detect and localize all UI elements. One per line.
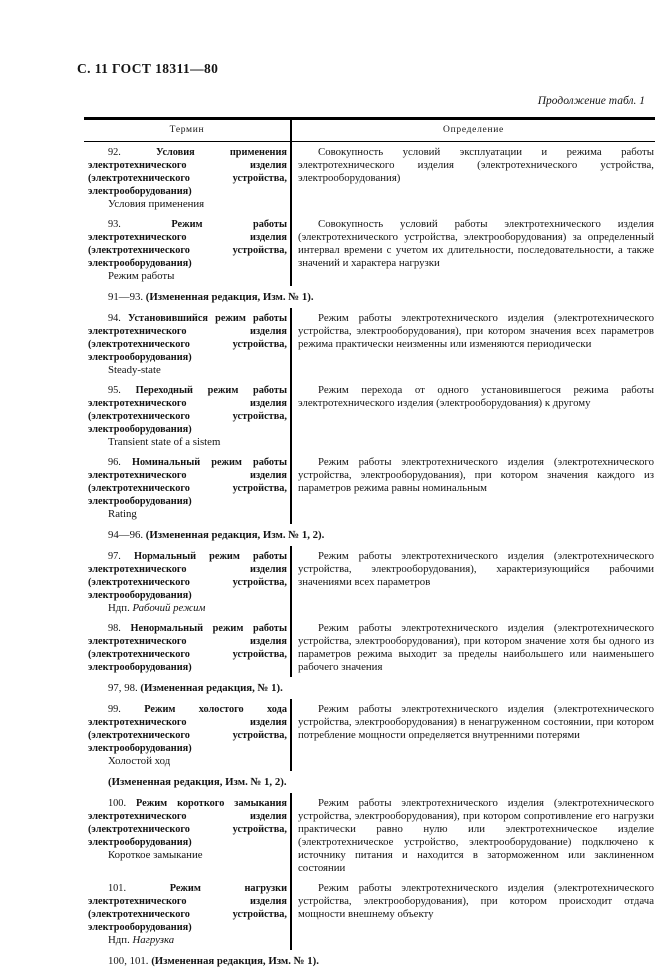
term-synonym <box>88 849 287 862</box>
term-synonym <box>88 934 287 947</box>
definition-text: Режим работы электротехнического изделия (электротехнического устройства, электрооборудования), при котором сопротивление его нагрузки практически равно нулю или электротехническое изделие (электротехническое устройство, электрооборудование) подключено к источнику питания и находится в заторможенном или заклиненном состоянии <box>298 797 654 874</box>
table-continuation-note: Продолжение табл. 1 <box>537 95 645 107</box>
term-name: Переходный режим работы электротехнического изделия (электротехнического устройства, электрооборудования) <box>88 385 288 435</box>
term-cell <box>84 878 291 950</box>
amendment-note: (Измененная редакция, Изм. № 1). <box>151 955 319 967</box>
term-row <box>84 142 655 215</box>
term-cell <box>84 793 291 878</box>
term-synonym <box>88 508 287 521</box>
term-name: Режим холостого хода электротехнического изделия (электротехнического устройства, электрооборудования) <box>88 704 287 754</box>
term-name: Установившийся режим работы электротехнического изделия (электротехнического устройства, электрооборудования) <box>88 313 287 363</box>
term-number: 101. <box>108 883 127 894</box>
amendment-numbers: 91—93. <box>108 291 146 303</box>
term-row <box>84 214 655 286</box>
definition-text: Совокупность условий работы электротехнического изделия (электротехнического устройства, электрооборудования) за определенный интервал времени с учетом их длительности, последовательности, а также значений и характера нагрузки <box>298 218 654 269</box>
term-name: Режим короткого замыкания электротехнического изделия (электротехнического устройства, электрооборудования) <box>88 798 288 848</box>
table-header-row <box>84 119 655 142</box>
amendment-row <box>84 524 655 546</box>
term-number: 99. <box>108 704 121 715</box>
amendment-cell <box>84 771 655 793</box>
amendment-row <box>84 286 655 308</box>
amendment-cell <box>84 286 655 308</box>
amendment-cell <box>84 677 655 699</box>
term-number: 92. <box>108 147 121 158</box>
synonym-text: Steady-state <box>108 364 161 376</box>
amendment-row <box>84 950 655 972</box>
definition-cell <box>291 618 655 677</box>
synonym-text: Режим работы <box>108 270 175 282</box>
definition-cell <box>291 793 655 878</box>
term-row <box>84 452 655 524</box>
amendment-cell <box>84 950 655 972</box>
term-cell <box>84 546 291 618</box>
term-row <box>84 878 655 950</box>
synonym-prefix: Ндп. <box>108 602 133 614</box>
term-synonym <box>88 436 287 449</box>
term-number: 93. <box>108 219 121 230</box>
term-row <box>84 699 655 771</box>
definition-text: Режим работы электротехнического изделия (электротехнического устройства, электрооборудования), при котором происходит отдача мощности внешнему объекту <box>298 882 654 920</box>
term-cell <box>84 452 291 524</box>
synonym-text: Нагрузка <box>132 934 175 946</box>
amendment-note: (Измененная редакция, Изм. № 1, 2). <box>108 776 287 788</box>
term-name: Нормальный режим работы электротехнического изделия (электротехнического устройства, электрооборудования) <box>88 551 287 601</box>
definition-cell <box>291 452 655 524</box>
definition-cell <box>291 380 655 452</box>
amendment-note: (Измененная редакция, Изм. № 1). <box>145 291 314 303</box>
amendment-numbers: 100, 101. <box>108 955 152 967</box>
synonym-text: Rating <box>108 508 137 520</box>
column-header-term: Термин <box>84 119 291 142</box>
term-row <box>84 793 655 878</box>
term-name: Номинальный режим работы электротехнического изделия (электротехнического устройства, электрооборудования) <box>88 457 287 507</box>
term-synonym <box>88 270 287 283</box>
term-name: Режим работы электротехнического изделия (электротехнического устройства, электрооборудования) <box>88 219 287 269</box>
term-number: 98. <box>108 623 121 634</box>
term-number: 100. <box>108 798 127 809</box>
definition-text: Режим перехода от одного установившегося режима работы электротехнического изделия (электрооборудования) к другому <box>298 384 654 409</box>
term-row <box>84 380 655 452</box>
term-name: Режим нагрузки электротехнического изделия (электротехнического устройства, электрооборудования) <box>88 883 287 933</box>
term-number: 96. <box>108 457 121 468</box>
definition-text: Режим работы электротехнического изделия (электротехнического устройства, электрооборудования) в ненагруженном состоянии, при котором потребление мощности определяется внутренними потерями <box>298 703 654 741</box>
definition-text: Режим работы электротехнического изделия (электротехнического устройства, электрооборудования), при котором значение хотя бы одного из параметров режима выходит за пределы наибольшего или наименьшего рабочего значения <box>298 622 654 673</box>
definition-text: Режим работы электротехнического изделия (электротехнического устройства, электрооборудования), при котором значения всех параметров режима практически неизменны или изменяются периодически <box>298 312 654 350</box>
synonym-prefix: Ндп. <box>108 934 133 946</box>
term-name: Условия применения электротехнического изделия (электротехнического устройства, электрооборудования) <box>88 147 287 197</box>
term-cell <box>84 618 291 677</box>
amendment-note: (Измененная редакция, Изм. № 1, 2). <box>145 529 325 541</box>
terms-definitions-table <box>84 117 655 972</box>
definition-text: Режим работы электротехнического изделия (электротехнического устройства, электрооборудования), при котором значения каждого из параметров режима равны номинальным <box>298 456 654 494</box>
term-row <box>84 308 655 380</box>
term-cell <box>84 214 291 286</box>
definition-text: Совокупность условий эксплуатации и режима работы электротехнического изделия (электротехнического устройства, электрооборудования) <box>298 146 654 184</box>
term-cell <box>84 142 291 215</box>
term-synonym <box>88 755 287 768</box>
term-cell <box>84 699 291 771</box>
definition-cell <box>291 142 655 215</box>
synonym-text: Короткое замыкание <box>108 849 203 861</box>
term-synonym <box>88 364 287 377</box>
amendment-row <box>84 771 655 793</box>
definition-cell <box>291 546 655 618</box>
term-cell <box>84 380 291 452</box>
amendment-numbers: 94—96. <box>108 529 146 541</box>
term-row <box>84 618 655 677</box>
definition-cell <box>291 308 655 380</box>
term-number: 94. <box>108 313 121 324</box>
column-header-definition: Определение <box>291 119 655 142</box>
definition-text: Режим работы электротехнического изделия (электротехнического устройства, электрооборудования), характеризующийся рабочими значениями всех параметров <box>298 550 654 588</box>
term-synonym <box>88 198 287 211</box>
term-cell <box>84 308 291 380</box>
term-synonym <box>88 602 287 615</box>
synonym-text: Холостой ход <box>108 755 171 767</box>
definition-cell <box>291 878 655 950</box>
amendment-cell <box>84 524 655 546</box>
term-number: 97. <box>108 551 121 562</box>
synonym-text: Условия применения <box>108 198 205 210</box>
synonym-text: Рабочий режим <box>132 602 206 614</box>
definition-cell <box>291 699 655 771</box>
amendment-row <box>84 677 655 699</box>
page-number-and-standard-title: С. 11 ГОСТ 18311—80 <box>77 61 219 76</box>
amendment-note: (Измененная редакция, № 1). <box>140 682 283 694</box>
definition-cell <box>291 214 655 286</box>
synonym-text: Transient state of a sistem <box>108 436 221 448</box>
term-number: 95. <box>108 385 121 396</box>
term-name: Ненормальный режим работы электротехнического изделия (электротехнического устройства, электрооборудования) <box>88 623 287 673</box>
term-row <box>84 546 655 618</box>
amendment-numbers: 97, 98. <box>108 682 141 694</box>
